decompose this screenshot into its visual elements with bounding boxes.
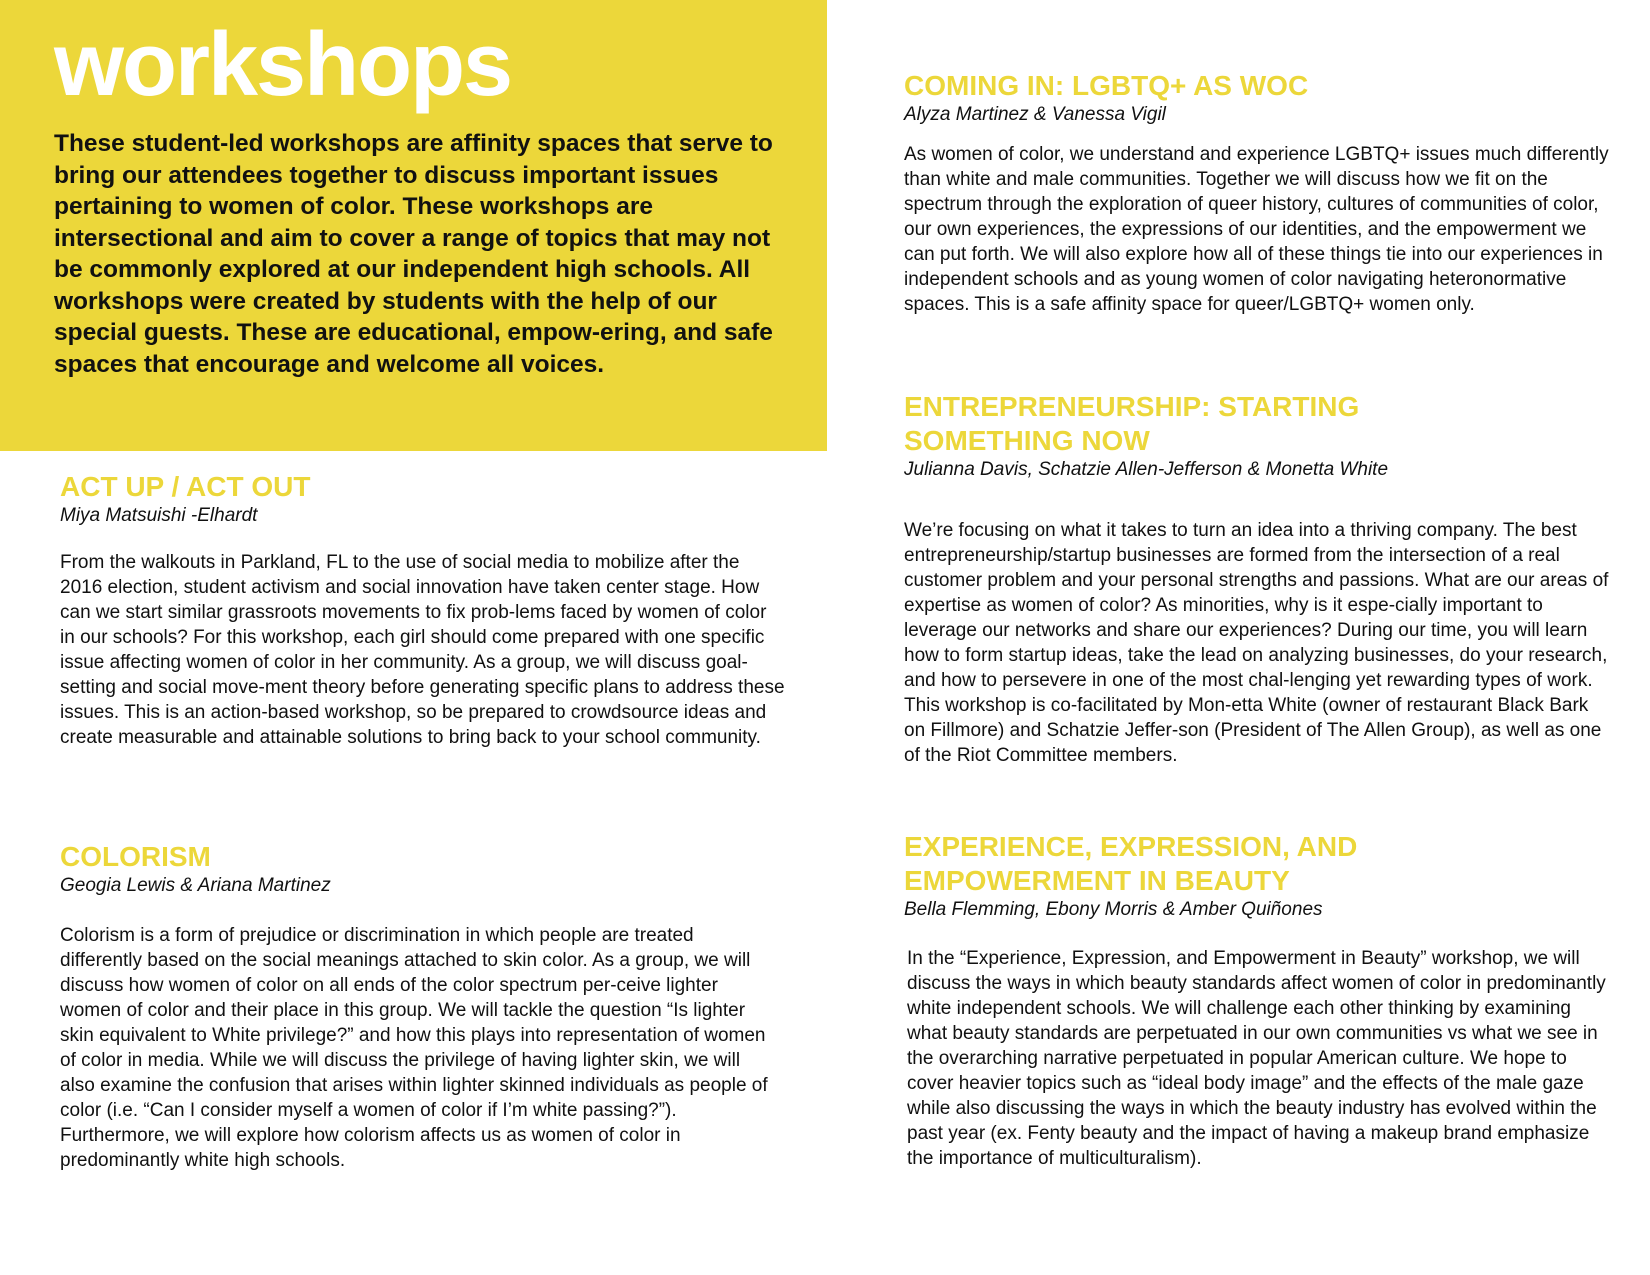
workshop-description: Colorism is a form of prejudice or discrimination in which people are treated differently based on the social meanings attached to skin color. As a group, we will discuss how women of color on all ends of the color spectrum per-ceive lighter women of color and their place in this group. We will tackle the question “Is lighter skin equivalent to White privilege?” and how this plays into representation of women of color in media. While we will discuss the privilege of having lighter skin, we will also examine the confusion that arises within lighter skinned individuals as people of color (i.e. “Can I consider myself a women of color if I’m white passing?”). Furthermore, we will explore how colorism affects us as women of color in predominantly white high schools. bbox=[60, 925, 768, 1171]
workshop-description: From the walkouts in Parkland, FL to the use of social media to mobilize after the 2016 election, student activism and social innovation have taken center stage. How can we start similar grassroots movements to fix prob-lems faced by women of color in our schools? For this workshop, each girl should come prepared with one specific issue affecting women of color in her community. As a group, we will discuss goal-setting and social move-ment theory before generating specific plans to address these issues. This is an action-based workshop, so be prepared to crowdsource ideas and create measurable and attainable solutions to bring back to your school community. bbox=[60, 552, 785, 748]
workshop-description: In the “Experience, Expression, and Empowerment in Beauty” workshop, we will discuss the ways in which beauty standards affect women of color in predominantly white independent schools. We will challenge each other thinking by examining what beauty standards are perpetuated in our own communities vs what we see in the overarching narrative perpetuated in popular American culture. We hope to cover heavier topics such as “ideal body image” and the effects of the male gaze while also discussing the ways in which the beauty industry has evolved within the past year (ex. Fenty beauty and the impact of having a makeup brand emphasize the importance of multiculturalism). bbox=[907, 948, 1606, 1169]
workshop-title: EXPERIENCE, EXPRESSION, AND EMPOWERMENT IN BEAUTY bbox=[904, 831, 1358, 896]
workshop-description: As women of color, we understand and experience LGBTQ+ issues much differently than white and male communities. Together we will discuss how we fit on the spectrum through the exploration of queer history, cultures of communities of color, our own experiences, the expressions of our identities, and the empowerment we can put forth. We will also explore how all of these things tie into our experiences in independent schools and as young women of color navigating heteronormative spaces. This is a safe affinity space for queer/LGBTQ+ women only. bbox=[904, 144, 1609, 315]
workshop-description: We’re focusing on what it takes to turn an idea into a thriving company. The best entrepreneurship/startup businesses are formed from the intersection of a real customer problem and your personal strengths and passions. What are our areas of expertise as women of color? As minorities, why is it espe-cially important to leverage our networks and share our experiences? During our time, you will learn how to form startup ideas, take the lead on analyzing businesses, do your research, and how to persevere in one of the most chal-lenging yet rewarding types of work. This workshop is co-facilitated by Mon-etta White (owner of restaurant Black Bark on Fillmore) and Schatzie Jeffer-son (President of The Allen Group), as well as one of the Riot Committee members. bbox=[904, 520, 1609, 766]
page-title: workshops bbox=[54, 15, 512, 115]
intro-text: These student-led workshops are affinity spaces that serve to bring our attendees together to discuss important issues pertaining to women of color. These workshops are intersectional and aim to cover a range of topics that may not be commonly explored at our independent high schools. All workshops were created by students with the help of our special guests. These are educational, empow-ering, and safe spaces that encourage and welcome all voices. bbox=[54, 130, 773, 378]
workshop-coming-in bbox=[904, 69, 1609, 317]
workshop-presenters: Bella Flemming, Ebony Morris & Amber Quiñones bbox=[904, 899, 1323, 920]
workshop-act-up bbox=[60, 470, 785, 750]
workshop-entrepreneurship bbox=[904, 390, 1609, 768]
workshop-title: ENTREPRENEURSHIP: STARTING SOMETHING NOW bbox=[904, 391, 1360, 456]
workshop-title: ACT UP / ACT OUT bbox=[60, 471, 311, 502]
workshop-presenters: Alyza Martinez & Vanessa Vigil bbox=[904, 104, 1166, 125]
workshop-presenters: Miya Matsuishi -Elhardt bbox=[60, 505, 258, 526]
intro-panel bbox=[0, 0, 827, 451]
workshop-colorism bbox=[60, 840, 780, 1173]
workshop-beauty bbox=[904, 830, 1616, 1171]
workshop-presenters: Geogia Lewis & Ariana Martinez bbox=[60, 875, 331, 896]
workshop-presenters: Julianna Davis, Schatzie Allen-Jefferson & Monetta White bbox=[904, 459, 1389, 480]
workshop-title: COMING IN: LGBTQ+ AS WOC bbox=[904, 70, 1309, 101]
workshop-title: COLORISM bbox=[60, 841, 211, 872]
